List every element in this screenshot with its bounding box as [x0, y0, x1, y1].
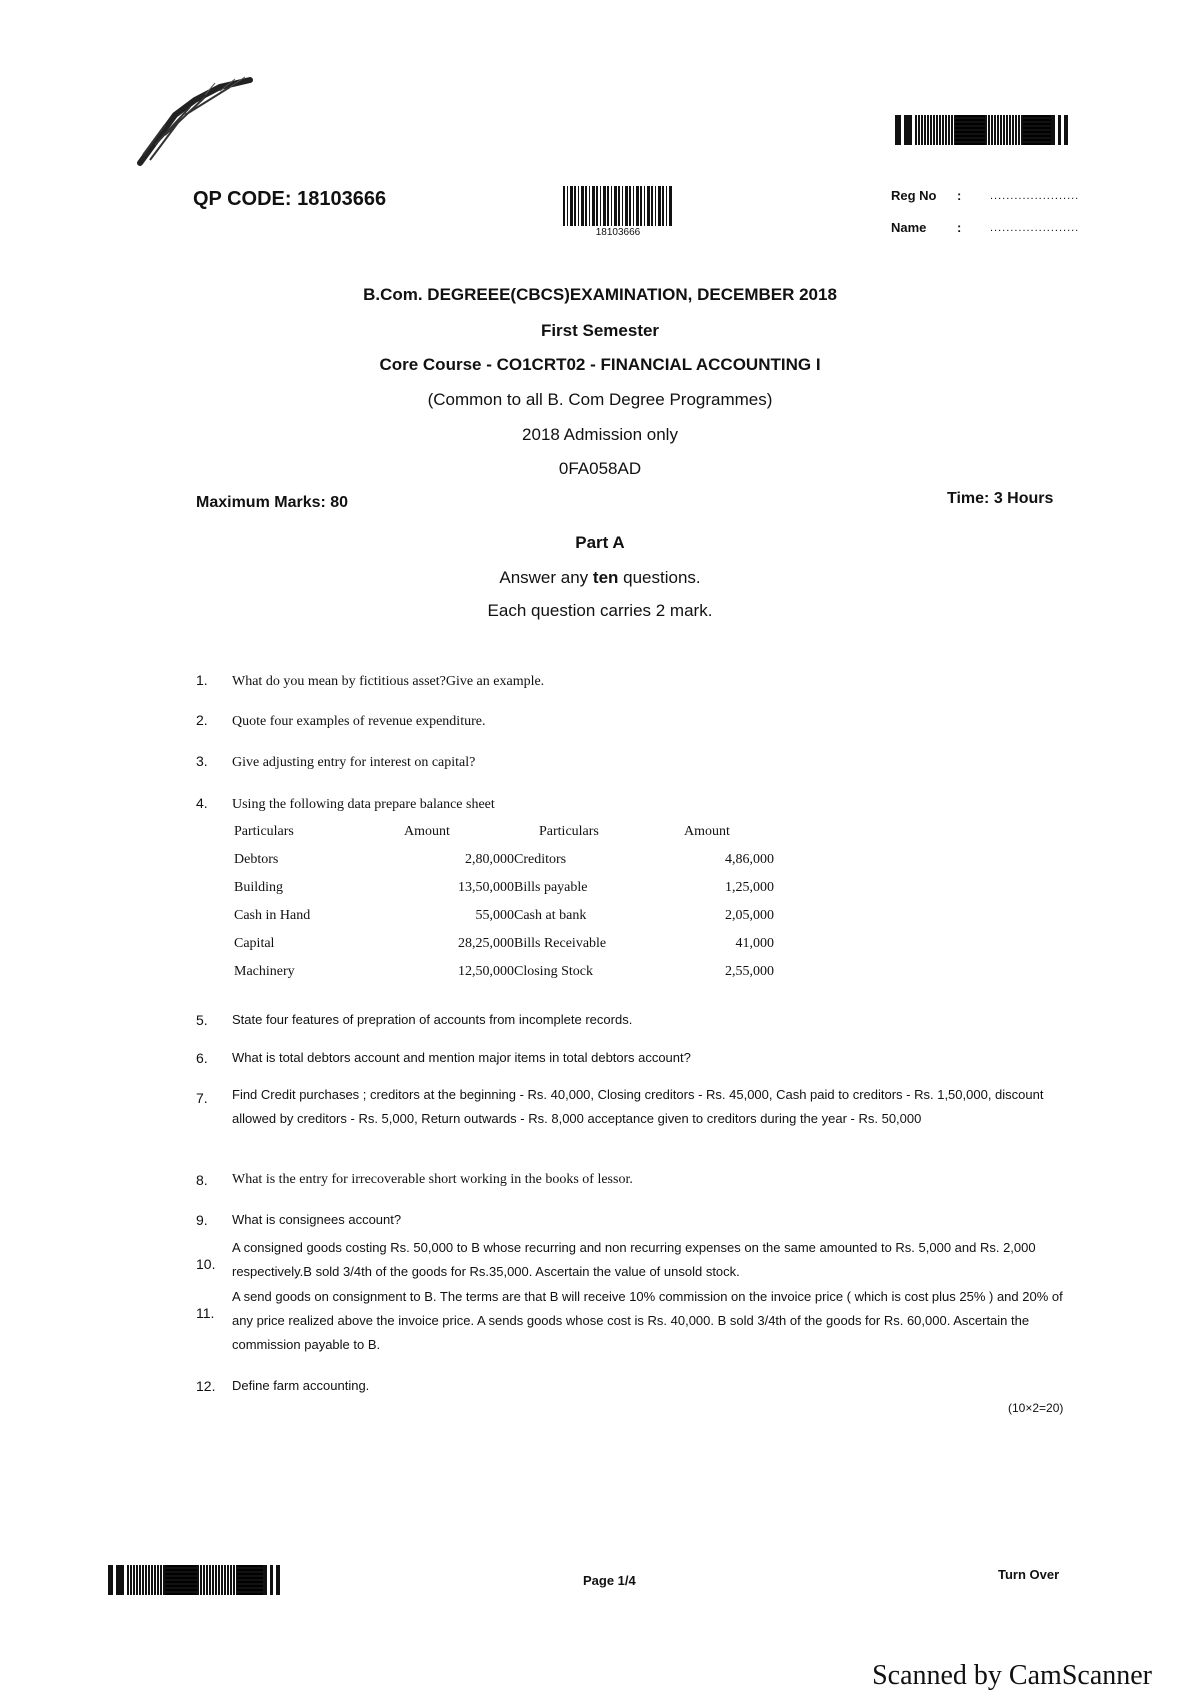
table-row [234, 874, 774, 902]
table-row [234, 902, 774, 930]
name-colon: : [957, 220, 962, 235]
table-header-cell: Amount [404, 824, 450, 839]
question-number: 5. [196, 1012, 208, 1028]
course-title: Core Course - CO1CRT02 - FINANCIAL ACCOUNTING I [379, 355, 821, 374]
page-number: Page 1/4 [583, 1573, 636, 1588]
question-text: Give adjusting entry for interest on capital? [232, 755, 476, 770]
question-text: State four features of prepration of accounts from incomplete records. [232, 1012, 633, 1027]
question-text: A consigned goods costing Rs. 50,000 to B whose recurring and non recurring expenses on the same amounted to Rs. 5,000 and Rs. 2,000 respectively.B sold 3/4th of the goods for Rs.35,000. Ascertain the value of unsold stock. [232, 1240, 1036, 1279]
question-text: What is the entry for irrecoverable short working in the books of lessor. [232, 1172, 633, 1187]
exam-title: B.Com. DEGREEE(CBCS)EXAMINATION, DECEMBER 2018 [363, 285, 837, 304]
table-cell: Debtors [234, 852, 279, 867]
table-cell: Building [234, 880, 284, 895]
pen-scribble-mark [135, 75, 255, 170]
table-row [234, 930, 774, 958]
barcode [563, 186, 673, 226]
reg-no-field: ...................... [990, 190, 1080, 202]
table-row [234, 958, 774, 986]
table-cell: Bills Receivable [514, 936, 607, 951]
table-cell: Cash at bank [514, 908, 587, 923]
table-cell: 2,55,000 [725, 964, 774, 979]
table-cell: 41,000 [735, 936, 774, 951]
table-cell: Capital [234, 936, 275, 951]
question-number: 9. [196, 1212, 208, 1228]
question-text: Using the following data prepare balance sheet [232, 797, 495, 812]
paper-code: 0FA058AD [558, 459, 642, 478]
table-cell: Closing Stock [514, 964, 593, 979]
maximum-marks: Maximum Marks: 80 [196, 494, 349, 511]
table-header-cell: Amount [684, 824, 730, 839]
admission-note: 2018 Admission only [522, 425, 678, 444]
name-label: Name [891, 220, 927, 235]
question-number: 6. [196, 1050, 208, 1066]
question-number: 1. [196, 672, 208, 688]
question-number: 10. [196, 1256, 216, 1272]
part-a-marks-total: (10×2=20) [1008, 1401, 1064, 1415]
question-text: Quote four examples of revenue expenditure. [232, 714, 486, 729]
question-text: What do you mean by fictitious asset?Give an example. [232, 674, 545, 689]
question-number: 4. [196, 795, 208, 811]
table-cell: 28,25,000 [458, 936, 514, 951]
part-a-instruction: Answer any ten questions. [499, 568, 701, 587]
table-cell: Machinery [234, 964, 295, 979]
question-text: What is consignees account? [232, 1212, 402, 1227]
table-cell: Creditors [514, 852, 567, 867]
table-cell: Cash in Hand [234, 908, 311, 923]
table-header-cell: Particulars [539, 824, 599, 839]
table-row [234, 846, 774, 874]
barcode-number: 18103666 [595, 227, 641, 238]
table-cell: Bills payable [514, 880, 588, 895]
balance-sheet-data-table [234, 818, 774, 986]
qr-code-bottom-left [108, 1565, 291, 1595]
name-field: ...................... [990, 222, 1080, 234]
question-number: 12. [196, 1378, 216, 1394]
question-number: 2. [196, 712, 208, 728]
common-note: (Common to all B. Com Degree Programmes) [427, 390, 773, 409]
question-text: A send goods on consignment to B. The terms are that B will receive 10% commission on the invoice price ( which is cost plus 25% ) and 20% of any price realized above the invoice price. A sends goods whose cost is Rs. 40,000. B sold 3/4th of the goods for Rs. 60,000. Ascertain the commission payable to B. [232, 1289, 1063, 1352]
table-cell: 2,05,000 [725, 908, 774, 923]
question-text: Find Credit purchases ; creditors at the beginning - Rs. 40,000, Closing creditors - Rs. 45,000, Cash paid to creditors - Rs. 1,50,000, discount allowed by creditors - Rs. 5,000, Return outwards - Rs. 8,000 acceptance given to creditors during the year - Rs. 50,000 [232, 1087, 1044, 1126]
exam-semester: First Semester [540, 321, 660, 340]
camscanner-watermark: Scanned by CamScanner [872, 1660, 1152, 1691]
question-number: 3. [196, 753, 208, 769]
time-allowed: Time: 3 Hours [947, 490, 1054, 507]
question-number: 11. [196, 1305, 215, 1321]
qr-code-top-right [895, 115, 1078, 145]
part-a-title: Part A [575, 533, 625, 552]
reg-no-colon: : [957, 188, 962, 203]
table-header-row [234, 818, 774, 846]
table-cell: 13,50,000 [458, 880, 514, 895]
qp-code: QP CODE: 18103666 [193, 188, 387, 210]
table-cell: 4,86,000 [725, 852, 774, 867]
question-text: Define farm accounting. [232, 1378, 370, 1393]
question-number: 8. [196, 1172, 208, 1188]
turn-over: Turn Over [998, 1567, 1060, 1582]
table-cell: 2,80,000 [465, 852, 514, 867]
part-a-marks-note: Each question carries 2 mark. [487, 601, 713, 620]
table-cell: 1,25,000 [725, 880, 774, 895]
table-header-cell: Particulars [234, 824, 294, 839]
table-cell: 55,000 [475, 908, 514, 923]
question-number: 7. [196, 1090, 208, 1106]
table-cell: 12,50,000 [458, 964, 514, 979]
reg-no-label: Reg No [891, 188, 937, 203]
question-text: What is total debtors account and mention major items in total debtors account? [232, 1050, 691, 1065]
